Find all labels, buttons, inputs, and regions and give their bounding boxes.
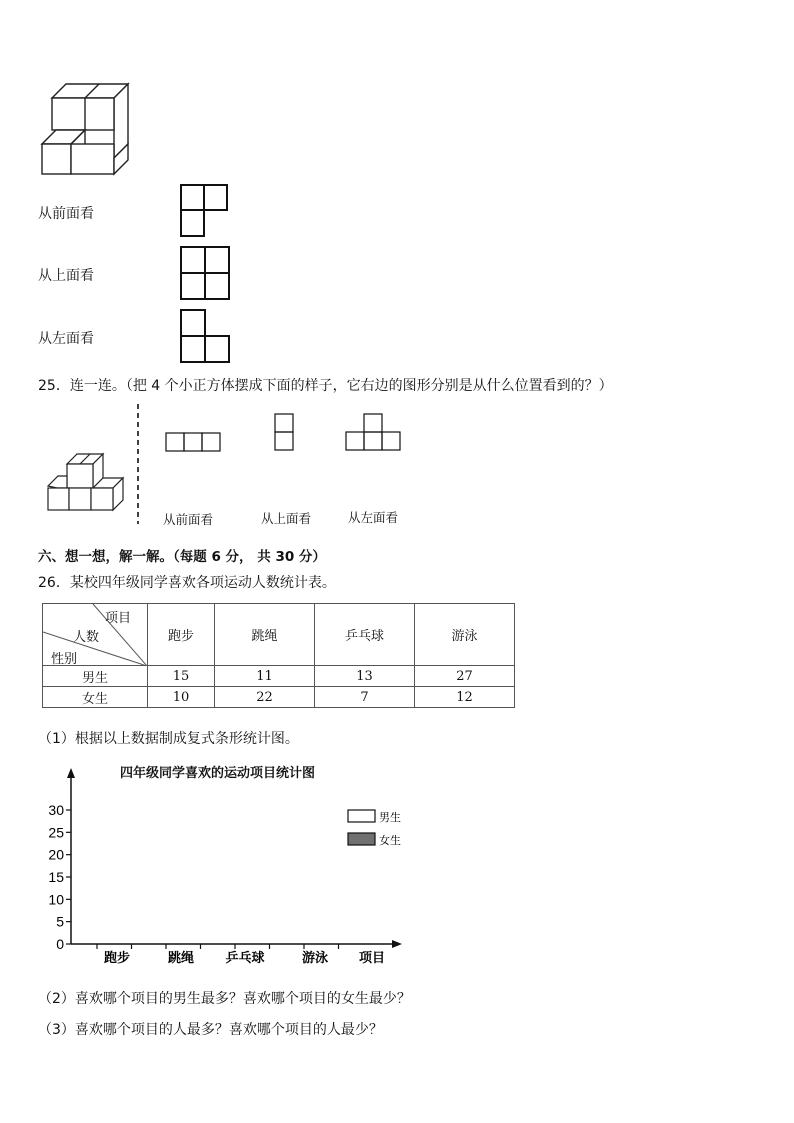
- table-header: 跳绳: [215, 604, 315, 666]
- dashed-divider: [136, 404, 140, 524]
- y-axis-arrow: [67, 768, 75, 778]
- y-tick-label: 10: [48, 891, 64, 908]
- table-cell: 12: [415, 687, 515, 708]
- corner-label-count: 人数: [73, 630, 100, 645]
- y-tick-label: 5: [56, 913, 64, 930]
- match-label-left: 从左面看: [348, 510, 399, 525]
- shape-t-four: [345, 413, 405, 453]
- x-axis-label: 项目: [358, 951, 386, 966]
- table-cell: 22: [215, 687, 315, 708]
- shape-two-stacked: [274, 413, 296, 453]
- left-view-drawing: [180, 309, 232, 365]
- corner-label-gender: 性别: [51, 652, 78, 667]
- table-row: [43, 666, 515, 687]
- cube-stack-figure-1: [40, 80, 132, 176]
- table-corner-cell: [43, 604, 148, 666]
- top-view-drawing: [180, 246, 232, 302]
- corner-label-project: 项目: [105, 611, 132, 626]
- section-6-heading: 六、想一想，解一解。（每题 6 分， 共 30 分）: [38, 549, 326, 565]
- y-tick-label: 30: [48, 802, 64, 818]
- table-row: [43, 687, 515, 708]
- cube-stack-figure-2: [45, 452, 125, 512]
- question-26-part-3: （3）喜欢哪个项目的人最多？喜欢哪个项目的人最少？: [38, 1022, 383, 1038]
- legend-label-girls: 女生: [379, 835, 401, 847]
- row-label: 男生: [43, 666, 148, 687]
- sports-stats-table: [42, 603, 515, 708]
- match-label-top: 从上面看: [261, 511, 312, 526]
- y-tick-label: 20: [48, 846, 64, 863]
- x-category-label: 跑步: [103, 951, 131, 966]
- view-label-front: 从前面看: [38, 206, 94, 222]
- legend-swatch-boys: [348, 810, 375, 822]
- question-26-part-1: （1）根据以上数据制成复式条形统计图。: [38, 731, 299, 747]
- shape-three-squares: [165, 432, 223, 454]
- table-cell: 15: [148, 666, 215, 687]
- x-axis-arrow: [392, 940, 402, 948]
- row-label: 女生: [43, 687, 148, 708]
- bar-chart: [0, 760, 420, 975]
- table-cell: 7: [315, 687, 415, 708]
- view-label-left: 从左面看: [38, 331, 94, 347]
- match-label-front: 从前面看: [163, 512, 214, 527]
- question-26-part-2: （2）喜欢哪个项目的男生最多？喜欢哪个项目的女生最少？: [38, 991, 411, 1007]
- x-category-label: 游泳: [301, 951, 329, 966]
- front-view-drawing: [180, 184, 230, 238]
- x-category-label: 跳绳: [167, 951, 195, 966]
- question-25: 25．连一连。（把 4 个小正方体摆成下面的样子，它右边的图形分别是从什么位置看到的？）: [38, 378, 613, 394]
- chart-title: 四年级同学喜欢的运动项目统计图: [120, 766, 316, 781]
- y-tick-label: 0: [56, 936, 64, 952]
- y-tick-label: 15: [48, 869, 64, 885]
- y-tick-label: 25: [48, 824, 64, 841]
- view-label-top: 从上面看: [38, 268, 94, 284]
- table-header: 跑步: [148, 604, 215, 666]
- table-header: 游泳: [415, 604, 515, 666]
- question-26: 26．某校四年级同学喜欢各项运动人数统计表。: [38, 575, 336, 591]
- x-category-label: 乒乓球: [225, 951, 265, 966]
- table-header: 乒乓球: [315, 604, 415, 666]
- table-cell: 10: [148, 687, 215, 708]
- legend-swatch-girls: [348, 833, 375, 845]
- table-cell: 11: [215, 666, 315, 687]
- table-cell: 27: [415, 666, 515, 687]
- legend-label-boys: 男生: [379, 812, 401, 824]
- table-cell: 13: [315, 666, 415, 687]
